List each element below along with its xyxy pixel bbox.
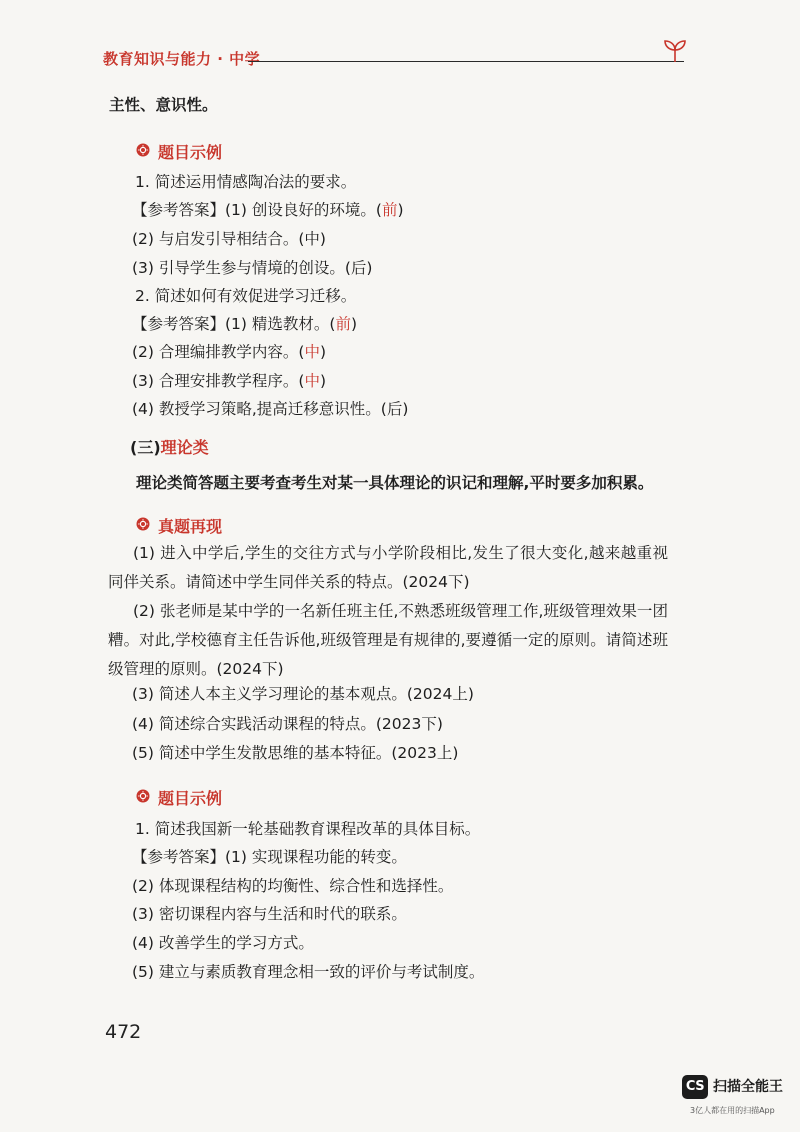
answer-line: (3) 引导学生参与情境的创设。(后) <box>132 259 373 277</box>
answer-line <box>132 199 404 221</box>
answer-text: (3) 合理安排教学程序。( <box>132 372 305 390</box>
section-description: 理论类简答题主要考查考生对某一具体理论的识记和理解,平时要多加积累。 <box>136 474 654 492</box>
answer-line: (5) 建立与素质教育理念相一致的评价与考试制度。 <box>132 963 485 981</box>
real-question-item: (1) 进入中学后,学生的交往方式与小学阶段相比,发生了很大变化,越来越重视同伴关系。请简述中学生同伴关系的特点。(2024下) <box>108 544 668 591</box>
answer-line <box>132 341 326 363</box>
section-heading <box>130 435 209 458</box>
answer-text: (2) 合理编排教学内容。( <box>132 343 305 361</box>
section-number: (三) <box>130 438 161 457</box>
sprout-icon <box>660 36 690 66</box>
answer-line: (2) 与启发引导相结合。(中) <box>132 230 326 248</box>
answer-line: (3) 密切课程内容与生活和时代的联系。 <box>132 905 407 923</box>
answer-line <box>132 313 357 335</box>
answer-line: (4) 教授学习策略,提高迁移意识性。(后) <box>132 400 409 418</box>
watermark-name: 扫描全能王 <box>713 1079 783 1095</box>
answer-text: 【参考答案】(1) 精选教材。( <box>132 315 336 333</box>
example-question: 1. 简述运用情感陶冶法的要求。 <box>135 173 357 191</box>
close-paren: ) <box>350 315 358 333</box>
header-rule <box>248 61 684 62</box>
real-question-item: (4) 简述综合实践活动课程的特点。(2023下) <box>132 715 443 733</box>
real-question-item: (3) 简述人本主义学习理论的基本观点。(2024上) <box>132 685 474 703</box>
intro-line: 主性、意识性。 <box>109 96 218 114</box>
watermark-tagline: 3亿人都在用的扫描App <box>690 1106 775 1115</box>
camscanner-logo-icon: CS <box>682 1075 708 1099</box>
answer-text: 【参考答案】(1) 创设良好的环境。( <box>132 201 382 219</box>
sun-bullet-icon <box>136 789 150 803</box>
mark-qian: 前 <box>381 201 398 219</box>
example-heading: 题目示例 <box>158 143 223 162</box>
real-question-item: (2) 张老师是某中学的一名新任班主任,不熟悉班级管理工作,班级管理效果一团糟。对此,学校德育主任告诉他,班级管理是有规律的,要遵循一定的原则。请简述班级管理的原则。(2024下) <box>108 602 668 678</box>
example-heading: 题目示例 <box>158 789 223 808</box>
sun-bullet-icon <box>136 143 150 157</box>
answer-line: (2) 体现课程结构的均衡性、综合性和选择性。 <box>132 877 454 895</box>
example-question: 2. 简述如何有效促进学习迁移。 <box>135 287 357 305</box>
real-question-item: (5) 简述中学生发散思维的基本特征。(2023上) <box>132 744 459 762</box>
running-header-title: 教育知识与能力 · 中学 <box>103 50 261 68</box>
answer-line: (4) 改善学生的学习方式。 <box>132 934 314 952</box>
close-paren: ) <box>397 201 404 219</box>
real-questions-heading: 真题再现 <box>158 517 223 536</box>
section-title: 理论类 <box>160 438 209 457</box>
example-question: 1. 简述我国新一轮基础教育课程改革的具体目标。 <box>135 820 481 838</box>
mark-qian: 前 <box>335 315 351 333</box>
close-paren: ) <box>319 343 327 361</box>
close-paren: ) <box>319 372 327 390</box>
answer-line <box>132 370 326 392</box>
sun-bullet-icon <box>136 517 150 531</box>
mark-zhong: 中 <box>304 372 320 390</box>
page-number: 472 <box>105 1021 142 1043</box>
answer-line: 【参考答案】(1) 实现课程功能的转变。 <box>132 848 407 866</box>
mark-zhong: 中 <box>304 343 320 361</box>
